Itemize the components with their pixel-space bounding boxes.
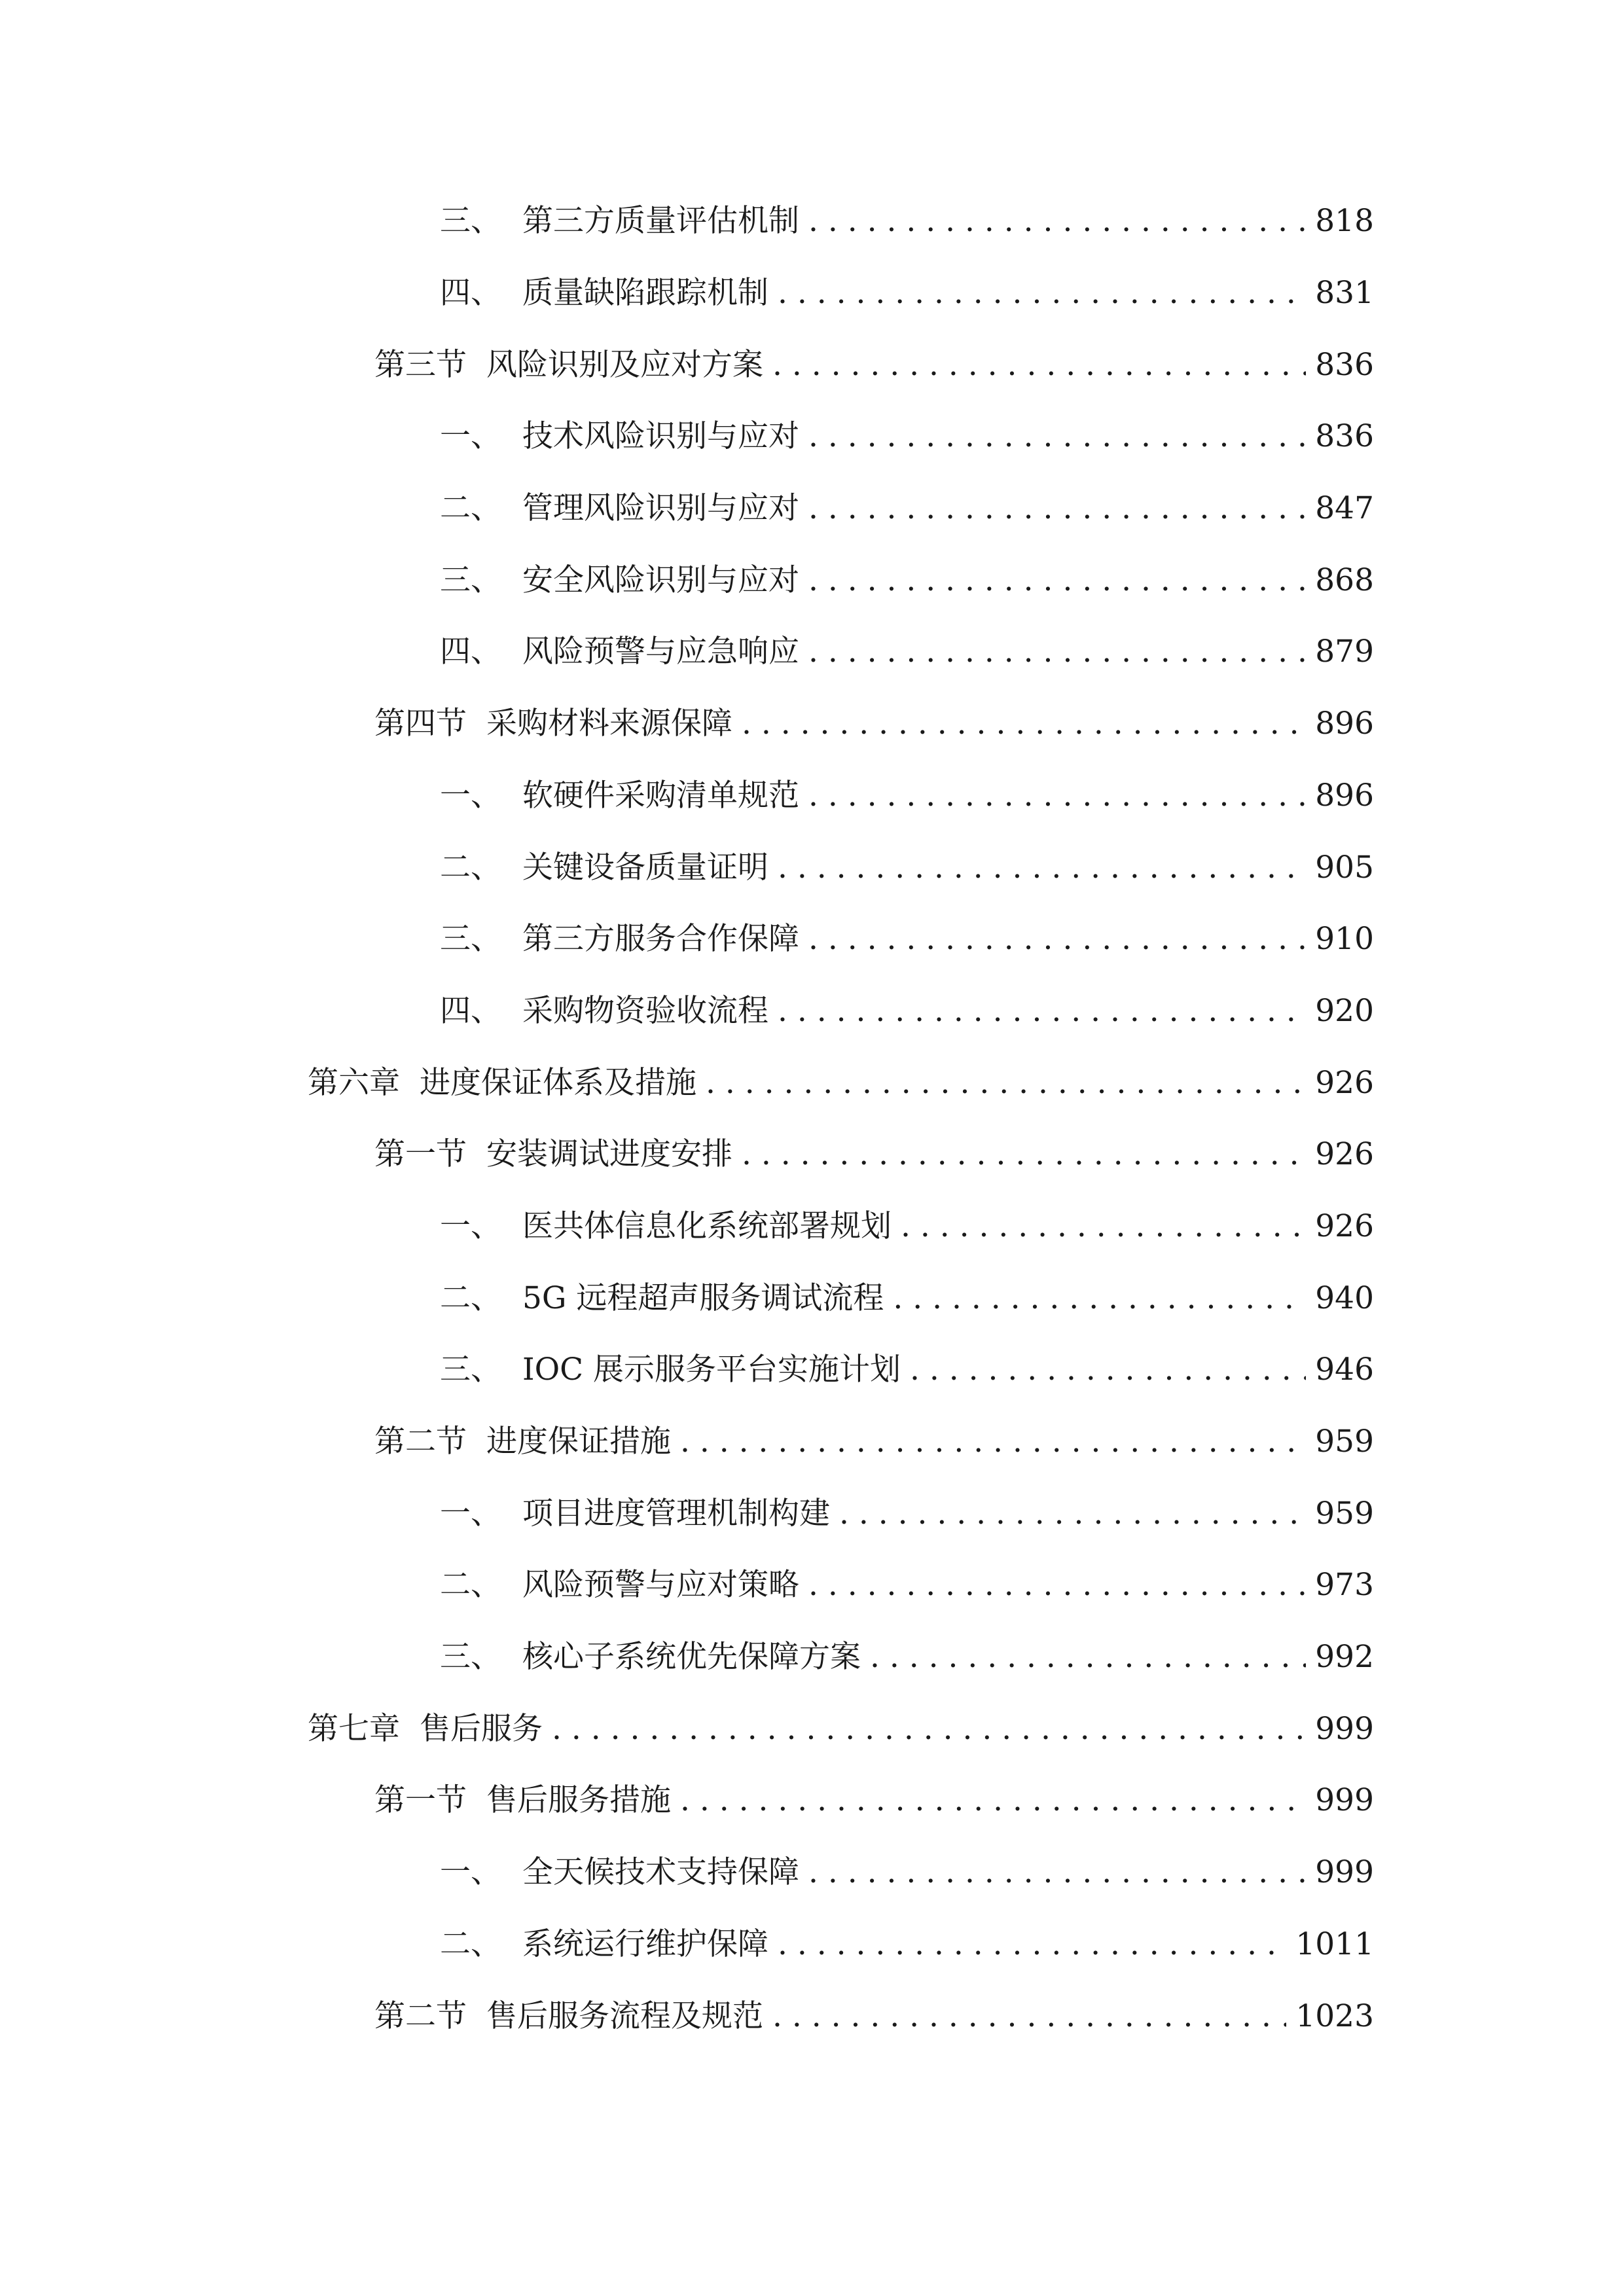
toc-entry-page: 973 xyxy=(1315,1567,1374,1604)
dot-leader xyxy=(772,2001,1286,2032)
toc-entry[interactable] xyxy=(0,473,1624,545)
toc-entry[interactable] xyxy=(0,1765,1624,1837)
dot-leader xyxy=(870,1641,1306,1672)
toc-entry[interactable] xyxy=(0,544,1624,616)
toc-entry[interactable] xyxy=(0,616,1624,688)
toc-entry[interactable] xyxy=(0,1621,1624,1693)
toc-entry-page: 910 xyxy=(1315,921,1374,958)
toc-entry-page: 959 xyxy=(1315,1424,1374,1460)
toc-entry[interactable] xyxy=(0,1191,1624,1263)
toc-entry[interactable] xyxy=(0,688,1624,760)
toc-entry-page: 879 xyxy=(1315,634,1374,670)
toc-entry-title: 管理风险识别与应对 xyxy=(522,490,799,527)
toc-entry-number: 第七章 xyxy=(308,1710,400,1747)
toc-entry[interactable] xyxy=(0,401,1624,473)
toc-entry-title: 全天候技术支持保障 xyxy=(522,1854,799,1891)
toc-entry-title: 采购物资验收流程 xyxy=(522,992,768,1029)
toc-entry-title: 第三方质量评估机制 xyxy=(522,203,799,240)
toc-entry[interactable] xyxy=(0,831,1624,903)
toc-entry-page: 959 xyxy=(1315,1495,1374,1532)
toc-entry[interactable] xyxy=(0,1477,1624,1549)
toc-entry-number: 三、 xyxy=(440,562,501,598)
toc-entry[interactable] xyxy=(0,1909,1624,1981)
toc-entry-title: 售后服务 xyxy=(420,1710,543,1747)
toc-entry-page: 999 xyxy=(1315,1710,1374,1747)
toc-entry-number: 一、 xyxy=(440,777,501,814)
toc-entry-page: 836 xyxy=(1315,346,1374,383)
toc-entry[interactable] xyxy=(0,185,1624,257)
dot-leader xyxy=(742,1139,1306,1170)
toc-entry[interactable] xyxy=(0,1693,1624,1765)
toc-entry[interactable] xyxy=(0,975,1624,1047)
toc-entry[interactable] xyxy=(0,1549,1624,1621)
toc-entry-number: 一、 xyxy=(440,1854,501,1891)
toc-entry-page: 946 xyxy=(1315,1352,1374,1388)
toc-entry-title: 质量缺陷跟踪机制 xyxy=(522,275,768,312)
toc-entry[interactable] xyxy=(0,1334,1624,1406)
toc-entry-title: 系统运行维护保障 xyxy=(522,1926,768,1962)
toc-entry-number: 四、 xyxy=(440,634,501,670)
dot-leader xyxy=(808,636,1306,667)
toc-entry-page: 831 xyxy=(1315,275,1374,312)
dot-leader xyxy=(552,1713,1306,1744)
toc-entry-page: 999 xyxy=(1315,1782,1374,1819)
toc-entry-title: 风险识别及应对方案 xyxy=(486,346,763,383)
toc-entry-number: 二、 xyxy=(440,849,501,886)
toc-entry[interactable] xyxy=(0,760,1624,832)
dot-leader xyxy=(778,1929,1286,1960)
toc-entry-page: 992 xyxy=(1315,1639,1374,1676)
toc-entry-page: 905 xyxy=(1315,849,1374,886)
toc-entry-number: 第二节 xyxy=(374,1998,467,2034)
toc-entry-title: 采购材料来源保障 xyxy=(486,706,732,742)
dot-leader xyxy=(772,350,1306,380)
toc-entry-title: 软硬件采购清单规范 xyxy=(522,777,799,814)
dot-leader xyxy=(808,1570,1306,1600)
toc-entry-page: 896 xyxy=(1315,706,1374,742)
toc-entry-page: 1023 xyxy=(1295,1998,1374,2034)
toc-entry[interactable] xyxy=(0,1980,1624,2052)
toc-entry-title: 售后服务措施 xyxy=(486,1782,671,1819)
dot-leader xyxy=(778,852,1306,883)
dot-leader xyxy=(680,1426,1306,1457)
toc-entry-number: 三、 xyxy=(440,1639,501,1676)
toc-entry-title: 5G 远程超声服务调试流程 xyxy=(522,1280,884,1316)
toc-entry-page: 896 xyxy=(1315,777,1374,814)
table-of-contents xyxy=(0,185,1624,2052)
toc-entry-number: 二、 xyxy=(440,1280,501,1316)
toc-entry-number: 第四节 xyxy=(374,706,467,742)
toc-entry[interactable] xyxy=(0,329,1624,401)
dot-leader xyxy=(808,206,1306,236)
toc-entry-number: 第一节 xyxy=(374,1136,467,1173)
toc-entry-number: 一、 xyxy=(440,418,501,455)
toc-entry-title: 售后服务流程及规范 xyxy=(486,1998,763,2034)
toc-entry-title: 医共体信息化系统部署规划 xyxy=(522,1208,892,1244)
toc-entry-number: 四、 xyxy=(440,992,501,1029)
dot-leader xyxy=(808,421,1306,452)
dot-leader xyxy=(808,780,1306,811)
dot-leader xyxy=(910,1354,1306,1385)
dot-leader xyxy=(808,565,1306,596)
dot-leader xyxy=(742,708,1306,739)
toc-entry-number: 三、 xyxy=(440,203,501,240)
toc-entry-title: IOC 展示服务平台实施计划 xyxy=(522,1352,901,1388)
toc-entry-number: 二、 xyxy=(440,490,501,527)
dot-leader xyxy=(901,1211,1306,1242)
toc-entry-number: 一、 xyxy=(440,1495,501,1532)
toc-entry[interactable] xyxy=(0,1262,1624,1334)
dot-leader xyxy=(778,278,1306,308)
toc-entry-title: 核心子系统优先保障方案 xyxy=(522,1639,861,1676)
toc-entry-number: 三、 xyxy=(440,921,501,958)
toc-entry-title: 风险预警与应对策略 xyxy=(522,1567,799,1604)
toc-entry-title: 关键设备质量证明 xyxy=(522,849,768,886)
toc-entry-title: 进度保证措施 xyxy=(486,1424,671,1460)
toc-entry-page: 926 xyxy=(1315,1064,1374,1101)
dot-leader xyxy=(778,996,1306,1026)
toc-entry-number: 第六章 xyxy=(308,1064,400,1101)
toc-entry[interactable] xyxy=(0,1047,1624,1119)
toc-entry[interactable] xyxy=(0,903,1624,975)
toc-entry-page: 926 xyxy=(1315,1136,1374,1173)
toc-entry-page: 920 xyxy=(1315,992,1374,1029)
toc-entry-page: 1011 xyxy=(1295,1926,1374,1962)
toc-entry-page: 836 xyxy=(1315,418,1374,455)
toc-entry-title: 进度保证体系及措施 xyxy=(420,1064,696,1101)
toc-entry[interactable] xyxy=(0,1837,1624,1909)
toc-entry-number: 二、 xyxy=(440,1567,501,1604)
toc-entry-number: 四、 xyxy=(440,275,501,312)
toc-entry-number: 二、 xyxy=(440,1926,501,1962)
toc-entry-number: 第三节 xyxy=(374,346,467,383)
dot-leader xyxy=(706,1067,1306,1098)
toc-entry-page: 847 xyxy=(1315,490,1374,527)
toc-entry-title: 风险预警与应急响应 xyxy=(522,634,799,670)
toc-entry-title: 第三方服务合作保障 xyxy=(522,921,799,958)
toc-entry[interactable] xyxy=(0,1119,1624,1191)
toc-entry-title: 技术风险识别与应对 xyxy=(522,418,799,455)
toc-entry-page: 818 xyxy=(1315,203,1374,240)
toc-entry-title: 安全风险识别与应对 xyxy=(522,562,799,598)
dot-leader xyxy=(680,1785,1306,1816)
toc-entry-page: 940 xyxy=(1315,1280,1374,1316)
dot-leader xyxy=(839,1498,1306,1529)
toc-entry[interactable] xyxy=(0,257,1624,329)
toc-entry-page: 868 xyxy=(1315,562,1374,598)
toc-entry-number: 第二节 xyxy=(374,1424,467,1460)
toc-entry-number: 一、 xyxy=(440,1208,501,1244)
toc-entry-number: 三、 xyxy=(440,1352,501,1388)
toc-entry-number: 第一节 xyxy=(374,1782,467,1819)
dot-leader xyxy=(808,924,1306,954)
dot-leader xyxy=(808,1857,1306,1888)
dot-leader xyxy=(808,493,1306,524)
toc-entry[interactable] xyxy=(0,1406,1624,1478)
toc-entry-title: 安装调试进度安排 xyxy=(486,1136,732,1173)
dot-leader xyxy=(893,1283,1306,1314)
toc-entry-page: 926 xyxy=(1315,1208,1374,1244)
toc-entry-title: 项目进度管理机制构建 xyxy=(522,1495,830,1532)
toc-entry-page: 999 xyxy=(1315,1854,1374,1891)
